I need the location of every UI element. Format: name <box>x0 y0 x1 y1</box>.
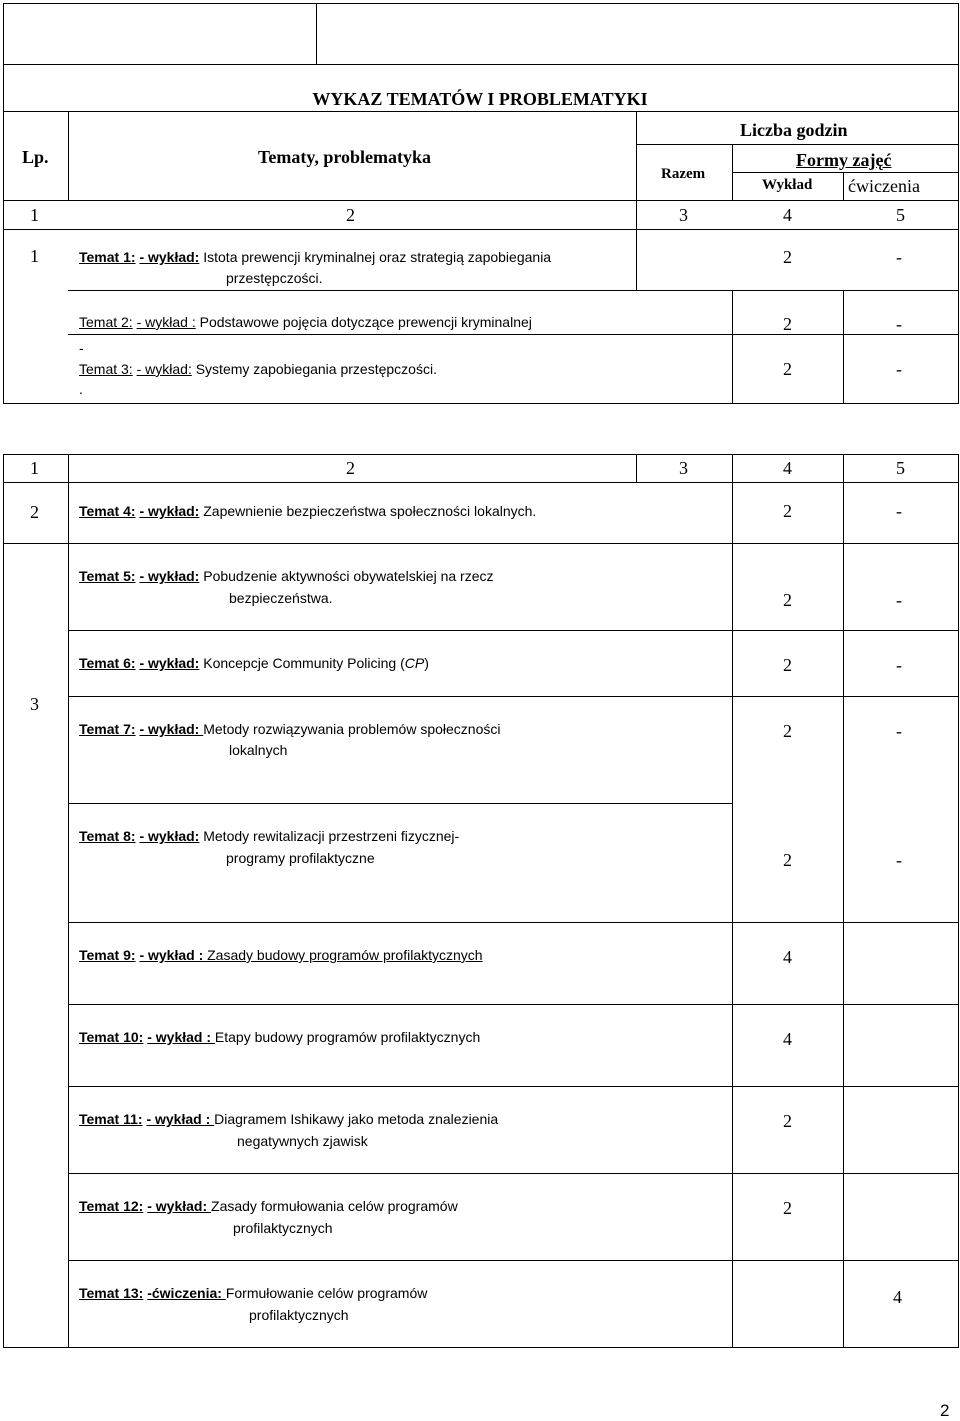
exercise-hours: - <box>896 850 902 870</box>
exercise-hours: - <box>896 314 902 334</box>
topic-prefix: Temat 5: <box>79 568 136 584</box>
column-lecture: Wykład <box>762 177 813 193</box>
topic-row-8 <box>79 828 459 844</box>
column-total: Razem <box>661 166 706 182</box>
topic-text: Metody rozwiązywania problemów społeczności <box>203 721 501 737</box>
topic-text: Diagramem Ishikawy jako metoda znalezienia <box>214 1111 499 1127</box>
topic-type: - wykład : <box>136 314 196 330</box>
topic-row-3 <box>79 361 437 377</box>
lecture-hours: 2 <box>783 721 792 741</box>
lecture-hours: 2 <box>783 501 792 521</box>
topic-text-line2: lokalnych <box>229 742 288 758</box>
column-number: 3 <box>679 458 688 478</box>
group-number: 2 <box>30 502 39 522</box>
topic-prefix: Temat 12: <box>79 1198 144 1214</box>
column-number: 3 <box>679 205 688 225</box>
topic-text-line2: negatywnych zjawisk <box>237 1133 368 1149</box>
lecture-hours: 2 <box>783 655 792 675</box>
topic-prefix: Temat 4: <box>79 503 136 519</box>
topic-text: Koncepcje Community Policing ( <box>203 655 405 671</box>
topic-row-11 <box>79 1111 498 1127</box>
topic-row-7 <box>79 721 500 737</box>
topic-type: -ćwiczenia: <box>147 1285 226 1301</box>
column-number: 4 <box>783 458 792 478</box>
column-number: 1 <box>30 458 39 478</box>
topic-row-10 <box>79 1029 480 1045</box>
topic-text-italic: CP <box>404 655 425 671</box>
topic-text: Etapy budowy programów profilaktycznych <box>214 1029 481 1045</box>
column-topics: Tematy, problematyka <box>258 147 432 167</box>
topic-row-1 <box>79 249 551 265</box>
topic-row-12 <box>79 1198 458 1214</box>
column-lp: Lp. <box>22 147 49 167</box>
document-heading: WYKAZ TEMATÓW I PROBLEMATYKI <box>312 89 648 109</box>
topic-text: Zasady formułowania celów programów <box>211 1198 458 1214</box>
topic-prefix: Temat 1: <box>79 249 136 265</box>
topic-type: - wykład: <box>139 568 200 584</box>
exercise-hours: - <box>896 359 902 379</box>
topic-text: Pobudzenie aktywności obywatelskiej na rzecz <box>203 568 494 584</box>
exercise-hours: - <box>896 501 902 521</box>
topic-text: Istota prewencji kryminalnej oraz strategią zapobiegania <box>203 249 552 265</box>
topic-type: - wykład: <box>139 721 204 737</box>
topic-text-line2: profilaktycznych <box>233 1220 333 1236</box>
topic-row-4 <box>79 503 536 519</box>
topic-text: Zapewnienie bezpieczeństwa społeczności lokalnych. <box>203 503 537 519</box>
topic-pre-dash: - <box>79 340 84 356</box>
column-number: 2 <box>346 205 355 225</box>
topic-type: - wykład: <box>139 828 200 844</box>
lecture-hours: 4 <box>783 1029 792 1049</box>
page-number: 2 <box>940 1401 950 1420</box>
topic-row-5 <box>79 568 494 584</box>
topic-prefix: Temat 8: <box>79 828 136 844</box>
column-forms: Formy zajęć <box>796 150 892 170</box>
topic-prefix: Temat 11: <box>79 1111 143 1127</box>
exercise-hours: - <box>896 721 902 741</box>
group-number: 1 <box>30 246 39 266</box>
topic-text-line2: . <box>79 381 83 397</box>
topic-type: - wykład: <box>147 1198 212 1214</box>
topic-row-13 <box>79 1285 427 1301</box>
lecture-hours: 2 <box>783 1111 792 1131</box>
lecture-hours: 2 <box>783 359 792 379</box>
topic-type: - wykład: <box>139 503 200 519</box>
lecture-hours: 2 <box>783 314 792 334</box>
lecture-hours: 4 <box>783 947 792 967</box>
topic-type: - wykład: <box>139 655 200 671</box>
topic-prefix: Temat 6: <box>79 655 136 671</box>
topic-text-end: ) <box>424 655 429 671</box>
exercise-hours: - <box>896 655 902 675</box>
topic-row-9 <box>79 947 483 963</box>
topic-prefix: Temat 2: <box>79 314 133 330</box>
topic-text-line2: profilaktycznych <box>249 1307 349 1323</box>
column-number: 4 <box>783 205 792 225</box>
topic-text-line2: bezpieczeństwa. <box>229 590 333 606</box>
topic-type: - wykład : <box>146 1111 215 1127</box>
topic-text: Podstawowe pojęcia dotyczące prewencji kryminalnej <box>199 314 532 330</box>
topic-text: Metody rewitalizacji przestrzeni fizycznej- <box>203 828 460 844</box>
topic-row-2 <box>79 314 532 330</box>
column-number: 2 <box>346 458 355 478</box>
topic-row-6 <box>79 655 429 671</box>
topic-text: Zasady budowy programów profilaktycznych <box>207 947 483 963</box>
column-number: 1 <box>30 205 39 225</box>
topic-prefix: Temat 7: <box>79 721 136 737</box>
column-number: 5 <box>896 458 905 478</box>
topic-type: - wykład: <box>136 361 192 377</box>
column-number: 5 <box>896 205 905 225</box>
topic-prefix: Temat 10: <box>79 1029 144 1045</box>
lecture-hours: 2 <box>783 247 792 267</box>
exercise-hours: - <box>896 247 902 267</box>
lecture-hours: 4 <box>893 1287 902 1307</box>
topic-type: - wykład : <box>147 1029 215 1045</box>
lecture-hours: 2 <box>783 1198 792 1218</box>
topic-prefix: Temat 3: <box>79 361 133 377</box>
topic-type: - wykład: <box>139 249 200 265</box>
topic-text: Formułowanie celów programów <box>225 1285 428 1301</box>
group-number: 3 <box>30 694 39 714</box>
topic-type: - wykład : <box>139 947 208 963</box>
lecture-hours: 2 <box>783 590 792 610</box>
topic-prefix: Temat 13: <box>79 1285 144 1301</box>
topic-prefix: Temat 9: <box>79 947 136 963</box>
topic-text-line2: przestępczości. <box>226 270 323 286</box>
exercise-hours: - <box>896 590 902 610</box>
column-hours: Liczba godzin <box>740 120 848 140</box>
column-exercises: ćwiczenia <box>848 176 920 196</box>
topic-text-line2: programy profilaktyczne <box>226 850 375 866</box>
lecture-hours: 2 <box>783 850 792 870</box>
topic-text: Systemy zapobiegania przestępczości. <box>195 361 437 377</box>
